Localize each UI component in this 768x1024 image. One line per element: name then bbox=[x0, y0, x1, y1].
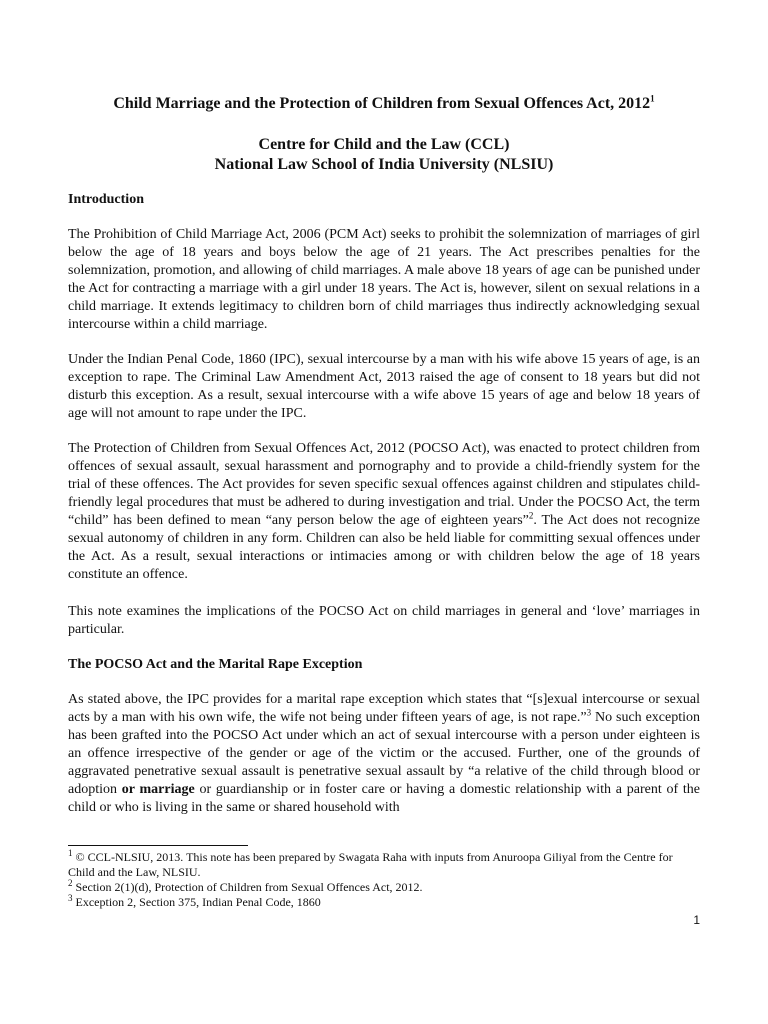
footnote-text-1: © CCL-NLSIU, 2013. This note has been prepared by Swagata Raha with inputs from Anuroopa Giliyal from the Centre for Child and the Law, NLSIU. bbox=[68, 850, 673, 879]
paragraph-exception-text-c: or guardianship or in foster care or having a domestic relationship with a parent of the child or who is living in the same or shared household with bbox=[68, 782, 701, 815]
footnote-ref-2[interactable]: 2 bbox=[528, 510, 534, 521]
footnote-marker-3: 3 bbox=[68, 893, 73, 903]
paragraph-marital-rape-exception bbox=[68, 691, 700, 817]
emphasis-or-marriage: or marriage bbox=[121, 782, 195, 797]
document-title bbox=[68, 94, 700, 114]
footnote-2 bbox=[68, 880, 700, 895]
paragraph-pcm-act: The Prohibition of Child Marriage Act, 2006 (PCM Act) seeks to prohibit the solemnization of marriages of girl below the age of 18 years and boys below the age of 21 years. The Act prescribes penalties for the solemnization, promotion, and allowing of child marriages. A male above 18 years of age can be punished under the Act for contracting a marriage with a girl under 18 years. The Act is, however, silent on sexual relations in a child marriage. It extends legitimacy to children born of child marriages thus indirectly acknowledging sexual intercourse within a child marriage. bbox=[68, 227, 700, 332]
paragraph-ipc: Under the Indian Penal Code, 1860 (IPC), sexual intercourse by a man with his wife above 15 years of age, is an exception to rape. The Criminal Law Amendment Act, 2013 raised the age of consent to 18 years but did not disturb this exception. As a result, sexual intercourse with a wife above 15 years of age and below 18 years of age will not amount to rape under the IPC. bbox=[68, 352, 700, 421]
footnote-ref-3[interactable]: 3 bbox=[586, 707, 592, 718]
document-title-text: Child Marriage and the Protection of Children from Sexual Offences Act, 2012 bbox=[113, 95, 651, 112]
section-heading-marital-rape: The POCSO Act and the Marital Rape Exception bbox=[68, 657, 363, 672]
footnote-marker-2: 2 bbox=[68, 878, 73, 888]
footnote-ref-1[interactable]: 1 bbox=[650, 93, 655, 104]
org-name: Centre for Child and the Law (CCL) bbox=[258, 136, 510, 153]
paragraph-pocso-text-a: The Protection of Children from Sexual Offences Act, 2012 (POCSO Act), was enacted to protect children from offences of sexual assault, sexual harassment and pornography and to provide a child-friendly system for the trial of these offences. The Act provides for seven specific sexual offences against children and stipulates child-friendly legal procedures that must be adhered to during investigation and trial. Under the POCSO Act, the term “child” has been defined to mean “any person below the age of eighteen years” bbox=[68, 441, 700, 528]
section-heading-introduction: Introduction bbox=[68, 192, 144, 207]
paragraph-note-scope: This note examines the implications of the POCSO Act on child marriages in general and ‘love’ marriages in particular. bbox=[68, 604, 700, 637]
footnote-text-2: Section 2(1)(d), Protection of Children from Sexual Offences Act, 2012. bbox=[75, 880, 423, 894]
page-number: 1 bbox=[693, 913, 700, 927]
document-page bbox=[68, 0, 700, 1024]
university-name: National Law School of India University (NLSIU) bbox=[214, 156, 554, 173]
footnote-marker-1: 1 bbox=[68, 848, 73, 858]
footnote-3 bbox=[68, 895, 700, 910]
paragraph-exception-text-a: As stated above, the IPC provides for a marital rape exception which states that “[s]exual intercourse or sexual acts by a man with his own wife, the wife not being under fifteen years of age, is not rape.” bbox=[68, 692, 700, 725]
footnote-text-3: Exception 2, Section 375, Indian Penal Code, 1860 bbox=[75, 895, 321, 909]
paragraph-pocso-text-b: . The Act does not recognize sexual autonomy of children in any form. Children can also be held liable for committing sexual offences under the Act. As a result, sexual interactions or intimacies among or with children below the age of 18 years constitute an offence. bbox=[68, 513, 700, 582]
footnote-divider bbox=[68, 845, 248, 846]
footnote-1 bbox=[68, 850, 700, 880]
paragraph-exception-text-b: No such exception has been grafted into the POCSO Act under which an act of sexual intercourse with a person under eighteen is an offence irrespective of the gender or age of the victim or the accused. Further, one of the grounds of aggravated penetrative sexual assault is penetrative sexual assault by “a relative of the child through blood or adoption bbox=[68, 710, 700, 797]
paragraph-pocso-act bbox=[68, 440, 700, 584]
